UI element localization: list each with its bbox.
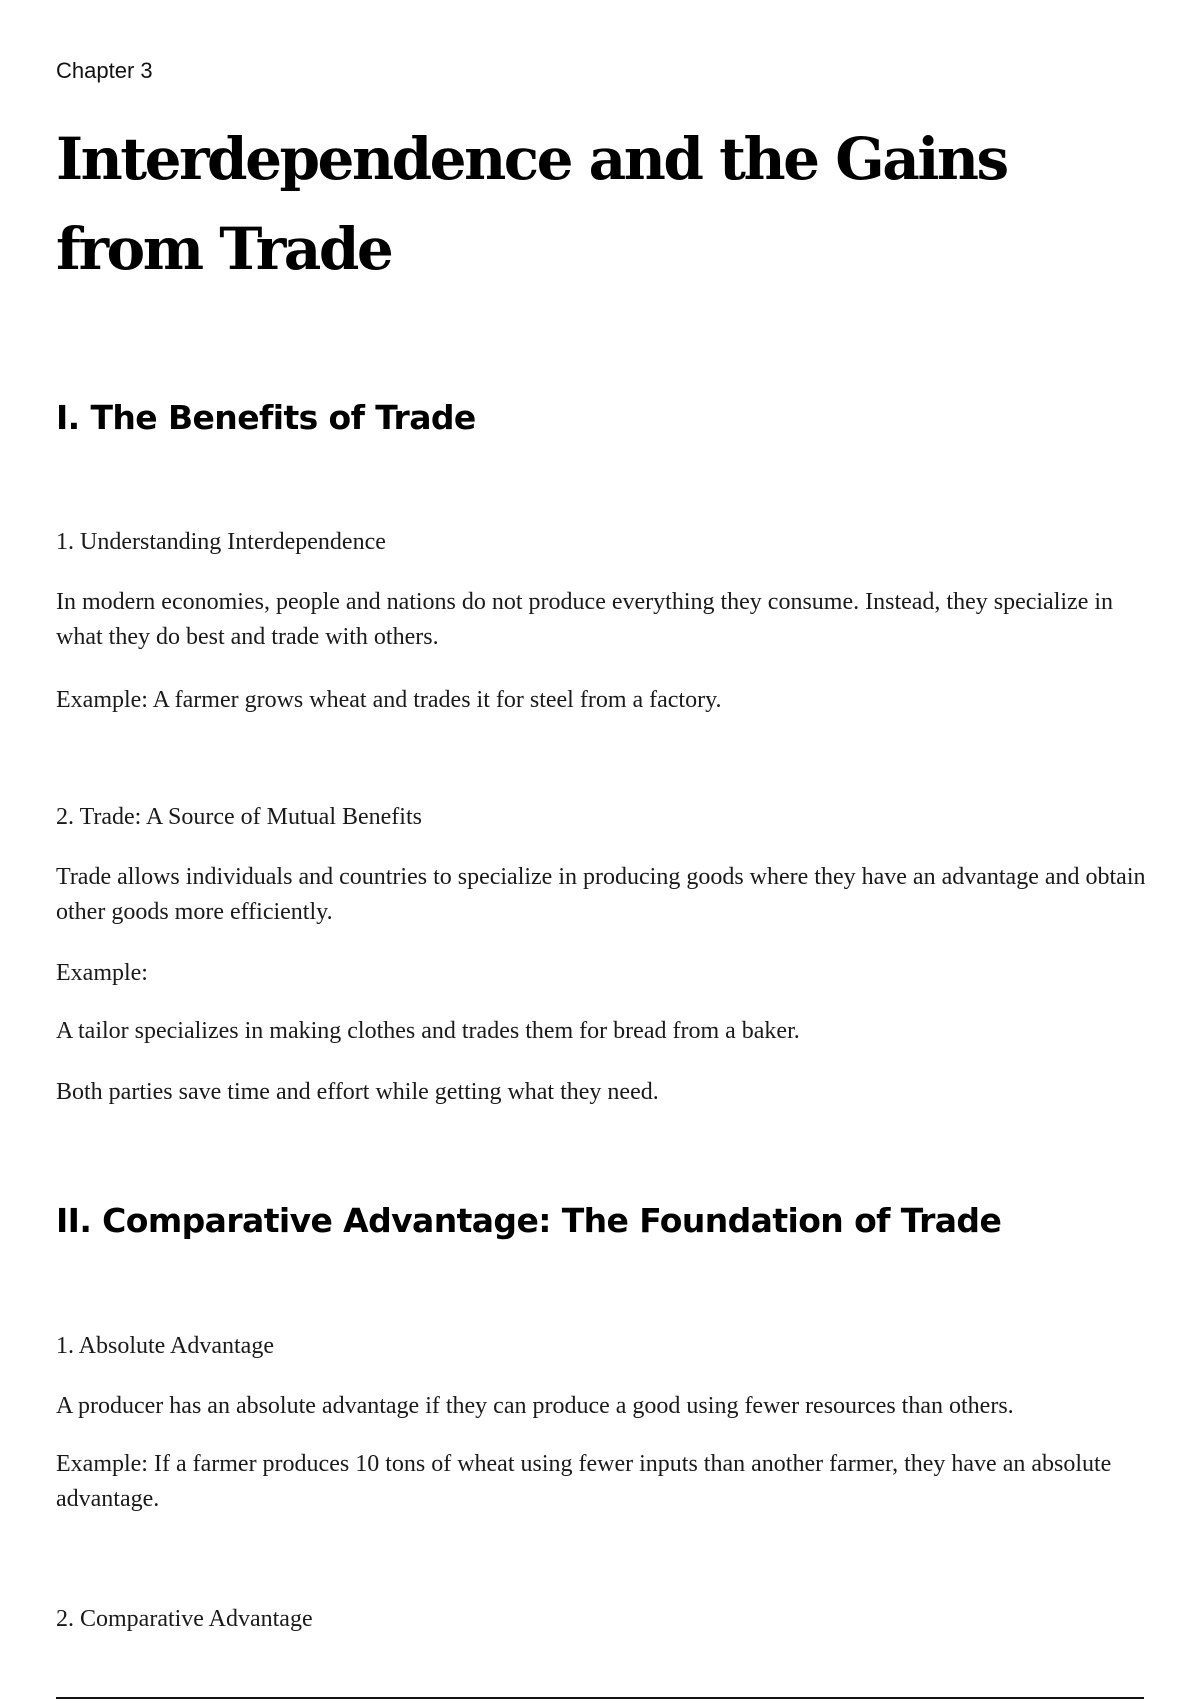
subsection-heading-absolute-advantage: 1. Absolute Advantage (56, 1333, 274, 1359)
paragraph-trade-specialize: Trade allows individuals and countries to specialize in producing goods where they have an advantage and obtain other goods more efficiently. (56, 864, 1146, 925)
paragraph-example-label: Example: (56, 960, 148, 986)
subsection-heading-understanding-interdependence: 1. Understanding Interdependence (56, 529, 386, 555)
section-heading-comparative-advantage: II. Comparative Advantage: The Foundation of Trade (56, 1201, 1002, 1240)
section-heading-benefits-of-trade: I. The Benefits of Trade (56, 398, 476, 437)
chapter-title: Interdependence and the Gains from Trade (56, 125, 1007, 283)
chapter-label: Chapter 3 (56, 58, 153, 83)
paragraph-interdependence-intro: In modern economies, people and nations do not produce everything they consume. Instead, they specialize in what they do best and trade with others. (56, 589, 1114, 650)
paragraph-farmer-example: Example: A farmer grows wheat and trades it for steel from a factory. (56, 687, 722, 713)
page-bottom-rule (56, 1697, 1144, 1699)
paragraph-both-parties: Both parties save time and effort while getting what they need. (56, 1079, 659, 1105)
subsection-heading-mutual-benefits: 2. Trade: A Source of Mutual Benefits (56, 804, 422, 830)
subsection-heading-comparative-advantage: 2. Comparative Advantage (56, 1606, 313, 1632)
paragraph-tailor-example: A tailor specializes in making clothes and trades them for bread from a baker. (56, 1018, 800, 1044)
paragraph-absolute-example: Example: If a farmer produces 10 tons of wheat using fewer inputs than another farmer, they have an absolute advantage. (56, 1451, 1112, 1512)
paragraph-absolute-definition: A producer has an absolute advantage if they can produce a good using fewer resources than others. (56, 1393, 1014, 1419)
